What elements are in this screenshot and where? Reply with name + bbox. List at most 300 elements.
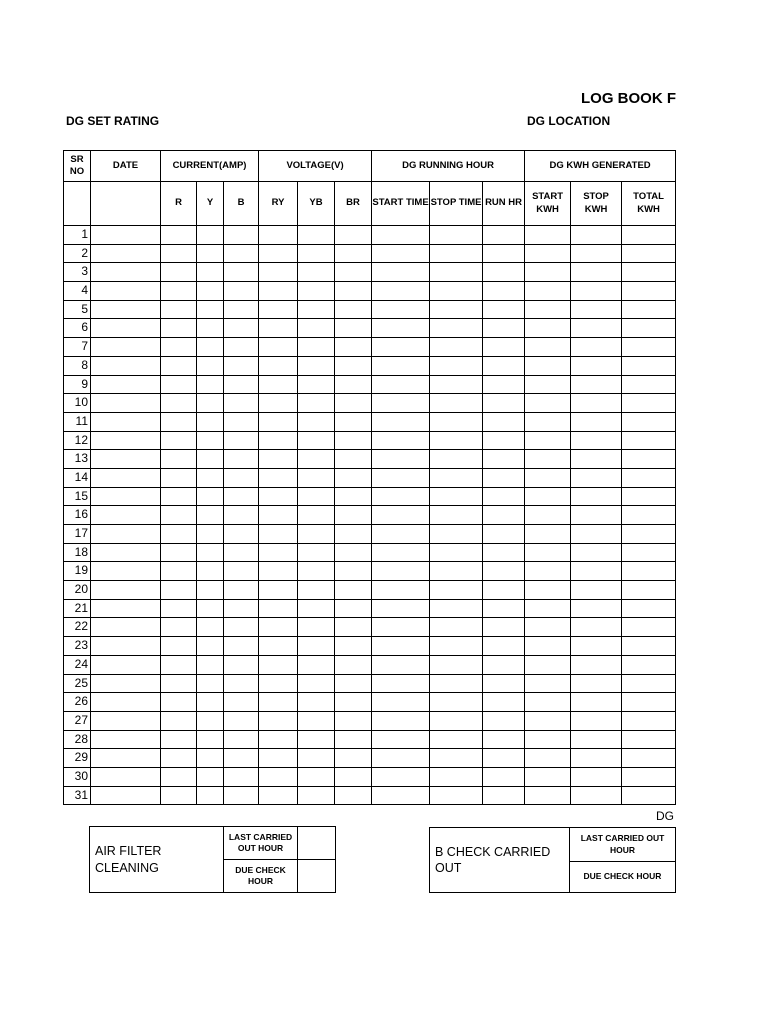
log-cell[interactable] (298, 431, 335, 450)
log-cell[interactable] (335, 767, 372, 786)
log-cell[interactable] (622, 375, 676, 394)
log-cell[interactable] (483, 431, 525, 450)
log-cell[interactable] (161, 599, 197, 618)
log-cell[interactable] (525, 412, 571, 431)
log-cell[interactable] (197, 786, 224, 805)
log-cell[interactable] (259, 263, 298, 282)
log-cell[interactable] (372, 375, 430, 394)
log-cell[interactable] (91, 599, 161, 618)
log-cell[interactable] (197, 450, 224, 469)
log-cell[interactable] (571, 282, 622, 301)
log-cell[interactable] (161, 786, 197, 805)
log-cell[interactable] (197, 300, 224, 319)
log-cell[interactable] (259, 730, 298, 749)
log-cell[interactable] (91, 394, 161, 413)
log-cell[interactable] (197, 599, 224, 618)
log-cell[interactable] (335, 356, 372, 375)
log-cell[interactable] (525, 244, 571, 263)
log-cell[interactable] (571, 767, 622, 786)
log-cell[interactable] (298, 282, 335, 301)
log-cell[interactable] (430, 730, 483, 749)
log-cell[interactable] (91, 730, 161, 749)
log-cell[interactable] (91, 506, 161, 525)
log-cell[interactable] (259, 300, 298, 319)
log-cell[interactable] (372, 711, 430, 730)
log-cell[interactable] (224, 356, 259, 375)
log-cell[interactable] (161, 637, 197, 656)
log-cell[interactable] (622, 506, 676, 525)
log-cell[interactable] (571, 394, 622, 413)
log-cell[interactable] (298, 487, 335, 506)
log-cell[interactable] (430, 767, 483, 786)
log-cell[interactable] (298, 300, 335, 319)
log-cell[interactable] (197, 711, 224, 730)
log-cell[interactable] (335, 319, 372, 338)
log-cell[interactable] (224, 786, 259, 805)
log-cell[interactable] (622, 730, 676, 749)
log-cell[interactable] (91, 786, 161, 805)
log-cell[interactable] (224, 749, 259, 768)
log-cell[interactable] (335, 525, 372, 544)
log-cell[interactable] (430, 431, 483, 450)
log-cell[interactable] (335, 655, 372, 674)
log-cell[interactable] (571, 468, 622, 487)
log-cell[interactable] (525, 394, 571, 413)
log-cell[interactable] (91, 282, 161, 301)
log-cell[interactable] (372, 487, 430, 506)
log-cell[interactable] (622, 468, 676, 487)
log-cell[interactable] (622, 525, 676, 544)
log-cell[interactable] (622, 581, 676, 600)
log-cell[interactable] (525, 730, 571, 749)
log-cell[interactable] (483, 319, 525, 338)
log-cell[interactable] (161, 356, 197, 375)
log-cell[interactable] (259, 487, 298, 506)
log-cell[interactable] (372, 431, 430, 450)
log-cell[interactable] (483, 562, 525, 581)
log-cell[interactable] (571, 412, 622, 431)
log-cell[interactable] (622, 244, 676, 263)
log-cell[interactable] (197, 767, 224, 786)
log-cell[interactable] (224, 244, 259, 263)
log-cell[interactable] (197, 525, 224, 544)
log-cell[interactable] (298, 394, 335, 413)
log-cell[interactable] (483, 450, 525, 469)
log-cell[interactable] (161, 618, 197, 637)
log-cell[interactable] (259, 450, 298, 469)
log-cell[interactable] (298, 599, 335, 618)
log-cell[interactable] (571, 338, 622, 357)
log-cell[interactable] (430, 655, 483, 674)
log-cell[interactable] (571, 375, 622, 394)
log-cell[interactable] (571, 356, 622, 375)
log-cell[interactable] (91, 525, 161, 544)
log-cell[interactable] (298, 525, 335, 544)
log-cell[interactable] (224, 375, 259, 394)
log-cell[interactable] (483, 300, 525, 319)
log-cell[interactable] (483, 244, 525, 263)
log-cell[interactable] (372, 244, 430, 263)
log-cell[interactable] (483, 356, 525, 375)
log-cell[interactable] (483, 693, 525, 712)
log-cell[interactable] (197, 543, 224, 562)
log-cell[interactable] (525, 693, 571, 712)
log-cell[interactable] (161, 749, 197, 768)
log-cell[interactable] (430, 394, 483, 413)
log-cell[interactable] (622, 319, 676, 338)
log-cell[interactable] (483, 506, 525, 525)
log-cell[interactable] (372, 618, 430, 637)
log-cell[interactable] (622, 394, 676, 413)
log-cell[interactable] (298, 375, 335, 394)
log-cell[interactable] (259, 525, 298, 544)
log-cell[interactable] (372, 319, 430, 338)
log-cell[interactable] (430, 599, 483, 618)
log-cell[interactable] (622, 263, 676, 282)
log-cell[interactable] (525, 506, 571, 525)
log-cell[interactable] (224, 711, 259, 730)
log-cell[interactable] (622, 637, 676, 656)
log-cell[interactable] (91, 581, 161, 600)
log-cell[interactable] (259, 581, 298, 600)
log-cell[interactable] (622, 618, 676, 637)
log-cell[interactable] (197, 338, 224, 357)
log-cell[interactable] (335, 338, 372, 357)
log-cell[interactable] (430, 711, 483, 730)
log-cell[interactable] (197, 282, 224, 301)
log-cell[interactable] (571, 711, 622, 730)
log-cell[interactable] (430, 637, 483, 656)
log-cell[interactable] (372, 599, 430, 618)
log-cell[interactable] (622, 655, 676, 674)
log-cell[interactable] (430, 319, 483, 338)
log-cell[interactable] (91, 711, 161, 730)
log-cell[interactable] (224, 543, 259, 562)
log-cell[interactable] (224, 599, 259, 618)
log-cell[interactable] (224, 468, 259, 487)
log-cell[interactable] (430, 450, 483, 469)
log-cell[interactable] (525, 375, 571, 394)
log-cell[interactable] (161, 562, 197, 581)
log-cell[interactable] (197, 730, 224, 749)
log-cell[interactable] (335, 749, 372, 768)
log-cell[interactable] (91, 543, 161, 562)
log-cell[interactable] (259, 226, 298, 245)
log-cell[interactable] (372, 655, 430, 674)
log-cell[interactable] (224, 655, 259, 674)
log-cell[interactable] (525, 468, 571, 487)
log-cell[interactable] (430, 693, 483, 712)
log-cell[interactable] (571, 226, 622, 245)
log-cell[interactable] (161, 282, 197, 301)
log-cell[interactable] (224, 562, 259, 581)
log-cell[interactable] (372, 506, 430, 525)
log-cell[interactable] (483, 637, 525, 656)
log-cell[interactable] (335, 637, 372, 656)
log-cell[interactable] (91, 562, 161, 581)
log-cell[interactable] (372, 767, 430, 786)
log-cell[interactable] (197, 674, 224, 693)
log-cell[interactable] (259, 749, 298, 768)
log-cell[interactable] (525, 543, 571, 562)
log-cell[interactable] (298, 226, 335, 245)
log-cell[interactable] (259, 431, 298, 450)
log-cell[interactable] (571, 693, 622, 712)
log-cell[interactable] (430, 356, 483, 375)
log-cell[interactable] (335, 226, 372, 245)
log-cell[interactable] (224, 506, 259, 525)
air-filter-due-value[interactable] (298, 860, 336, 893)
log-cell[interactable] (161, 711, 197, 730)
log-cell[interactable] (91, 674, 161, 693)
log-cell[interactable] (161, 263, 197, 282)
log-cell[interactable] (259, 599, 298, 618)
log-cell[interactable] (622, 431, 676, 450)
log-cell[interactable] (622, 450, 676, 469)
log-cell[interactable] (224, 338, 259, 357)
log-cell[interactable] (298, 412, 335, 431)
log-cell[interactable] (298, 543, 335, 562)
log-cell[interactable] (335, 581, 372, 600)
log-cell[interactable] (259, 543, 298, 562)
log-cell[interactable] (259, 618, 298, 637)
log-cell[interactable] (571, 581, 622, 600)
log-cell[interactable] (571, 431, 622, 450)
log-cell[interactable] (571, 674, 622, 693)
log-cell[interactable] (224, 618, 259, 637)
log-cell[interactable] (224, 581, 259, 600)
log-cell[interactable] (259, 674, 298, 693)
log-cell[interactable] (259, 468, 298, 487)
log-cell[interactable] (197, 412, 224, 431)
log-cell[interactable] (622, 767, 676, 786)
log-cell[interactable] (430, 263, 483, 282)
log-cell[interactable] (622, 282, 676, 301)
log-cell[interactable] (259, 244, 298, 263)
log-cell[interactable] (91, 375, 161, 394)
log-cell[interactable] (197, 506, 224, 525)
log-cell[interactable] (298, 674, 335, 693)
log-cell[interactable] (335, 543, 372, 562)
log-cell[interactable] (571, 506, 622, 525)
log-cell[interactable] (91, 655, 161, 674)
log-cell[interactable] (298, 263, 335, 282)
log-cell[interactable] (483, 394, 525, 413)
log-cell[interactable] (224, 767, 259, 786)
log-cell[interactable] (298, 562, 335, 581)
log-cell[interactable] (483, 468, 525, 487)
log-cell[interactable] (259, 655, 298, 674)
log-cell[interactable] (525, 356, 571, 375)
log-cell[interactable] (372, 468, 430, 487)
log-cell[interactable] (91, 300, 161, 319)
log-cell[interactable] (298, 786, 335, 805)
log-cell[interactable] (161, 375, 197, 394)
log-cell[interactable] (161, 674, 197, 693)
log-cell[interactable] (335, 431, 372, 450)
log-cell[interactable] (525, 581, 571, 600)
log-cell[interactable] (259, 412, 298, 431)
log-cell[interactable] (197, 263, 224, 282)
log-cell[interactable] (161, 655, 197, 674)
log-cell[interactable] (259, 356, 298, 375)
log-cell[interactable] (430, 618, 483, 637)
log-cell[interactable] (335, 506, 372, 525)
log-cell[interactable] (483, 338, 525, 357)
log-cell[interactable] (335, 786, 372, 805)
log-cell[interactable] (298, 338, 335, 357)
log-cell[interactable] (571, 749, 622, 768)
log-cell[interactable] (298, 749, 335, 768)
log-cell[interactable] (224, 300, 259, 319)
log-cell[interactable] (298, 693, 335, 712)
log-cell[interactable] (224, 525, 259, 544)
log-cell[interactable] (161, 226, 197, 245)
log-cell[interactable] (224, 693, 259, 712)
log-cell[interactable] (298, 319, 335, 338)
log-cell[interactable] (483, 487, 525, 506)
log-cell[interactable] (571, 543, 622, 562)
log-cell[interactable] (298, 730, 335, 749)
log-cell[interactable] (197, 693, 224, 712)
log-cell[interactable] (372, 693, 430, 712)
log-cell[interactable] (224, 412, 259, 431)
log-cell[interactable] (525, 618, 571, 637)
log-cell[interactable] (372, 450, 430, 469)
log-cell[interactable] (525, 599, 571, 618)
log-cell[interactable] (525, 674, 571, 693)
log-cell[interactable] (622, 300, 676, 319)
log-cell[interactable] (525, 562, 571, 581)
log-cell[interactable] (430, 487, 483, 506)
log-cell[interactable] (571, 244, 622, 263)
log-cell[interactable] (224, 674, 259, 693)
log-cell[interactable] (91, 618, 161, 637)
log-cell[interactable] (259, 375, 298, 394)
log-cell[interactable] (224, 226, 259, 245)
log-cell[interactable] (372, 674, 430, 693)
log-cell[interactable] (483, 226, 525, 245)
log-cell[interactable] (483, 786, 525, 805)
log-cell[interactable] (298, 711, 335, 730)
log-cell[interactable] (259, 637, 298, 656)
log-cell[interactable] (91, 356, 161, 375)
log-cell[interactable] (372, 562, 430, 581)
log-cell[interactable] (430, 300, 483, 319)
log-cell[interactable] (430, 282, 483, 301)
log-cell[interactable] (224, 431, 259, 450)
log-cell[interactable] (298, 450, 335, 469)
log-cell[interactable] (91, 693, 161, 712)
log-cell[interactable] (430, 674, 483, 693)
log-cell[interactable] (197, 226, 224, 245)
log-cell[interactable] (372, 749, 430, 768)
log-cell[interactable] (430, 226, 483, 245)
log-cell[interactable] (161, 319, 197, 338)
log-cell[interactable] (483, 618, 525, 637)
log-cell[interactable] (372, 543, 430, 562)
log-cell[interactable] (372, 300, 430, 319)
log-cell[interactable] (259, 394, 298, 413)
log-cell[interactable] (91, 263, 161, 282)
log-cell[interactable] (259, 506, 298, 525)
log-cell[interactable] (161, 394, 197, 413)
log-cell[interactable] (335, 450, 372, 469)
log-cell[interactable] (161, 468, 197, 487)
log-cell[interactable] (197, 244, 224, 263)
log-cell[interactable] (197, 375, 224, 394)
log-cell[interactable] (483, 282, 525, 301)
log-cell[interactable] (335, 282, 372, 301)
log-cell[interactable] (525, 431, 571, 450)
log-cell[interactable] (622, 487, 676, 506)
log-cell[interactable] (622, 786, 676, 805)
log-cell[interactable] (91, 226, 161, 245)
log-cell[interactable] (161, 431, 197, 450)
log-cell[interactable] (525, 525, 571, 544)
log-cell[interactable] (372, 412, 430, 431)
log-cell[interactable] (571, 637, 622, 656)
log-cell[interactable] (161, 693, 197, 712)
log-cell[interactable] (622, 711, 676, 730)
log-cell[interactable] (430, 581, 483, 600)
log-cell[interactable] (525, 300, 571, 319)
log-cell[interactable] (430, 412, 483, 431)
log-cell[interactable] (525, 637, 571, 656)
log-cell[interactable] (161, 300, 197, 319)
log-cell[interactable] (91, 767, 161, 786)
log-cell[interactable] (483, 655, 525, 674)
log-cell[interactable] (372, 730, 430, 749)
log-cell[interactable] (197, 431, 224, 450)
log-cell[interactable] (335, 375, 372, 394)
log-cell[interactable] (430, 786, 483, 805)
log-cell[interactable] (161, 767, 197, 786)
log-cell[interactable] (372, 581, 430, 600)
log-cell[interactable] (622, 749, 676, 768)
log-cell[interactable] (483, 767, 525, 786)
log-cell[interactable] (259, 338, 298, 357)
log-cell[interactable] (571, 450, 622, 469)
air-filter-last-value[interactable] (298, 827, 336, 860)
log-cell[interactable] (335, 412, 372, 431)
log-cell[interactable] (298, 506, 335, 525)
log-cell[interactable] (622, 356, 676, 375)
log-cell[interactable] (298, 767, 335, 786)
log-cell[interactable] (161, 450, 197, 469)
log-cell[interactable] (91, 468, 161, 487)
log-cell[interactable] (372, 637, 430, 656)
log-cell[interactable] (197, 468, 224, 487)
log-cell[interactable] (372, 394, 430, 413)
log-cell[interactable] (197, 749, 224, 768)
log-cell[interactable] (372, 338, 430, 357)
log-cell[interactable] (622, 693, 676, 712)
log-cell[interactable] (571, 730, 622, 749)
log-cell[interactable] (483, 599, 525, 618)
log-cell[interactable] (91, 637, 161, 656)
log-cell[interactable] (161, 730, 197, 749)
log-cell[interactable] (372, 263, 430, 282)
log-cell[interactable] (197, 356, 224, 375)
log-cell[interactable] (161, 412, 197, 431)
log-cell[interactable] (430, 338, 483, 357)
log-cell[interactable] (483, 581, 525, 600)
log-cell[interactable] (161, 525, 197, 544)
log-cell[interactable] (622, 562, 676, 581)
log-cell[interactable] (525, 263, 571, 282)
log-cell[interactable] (224, 319, 259, 338)
